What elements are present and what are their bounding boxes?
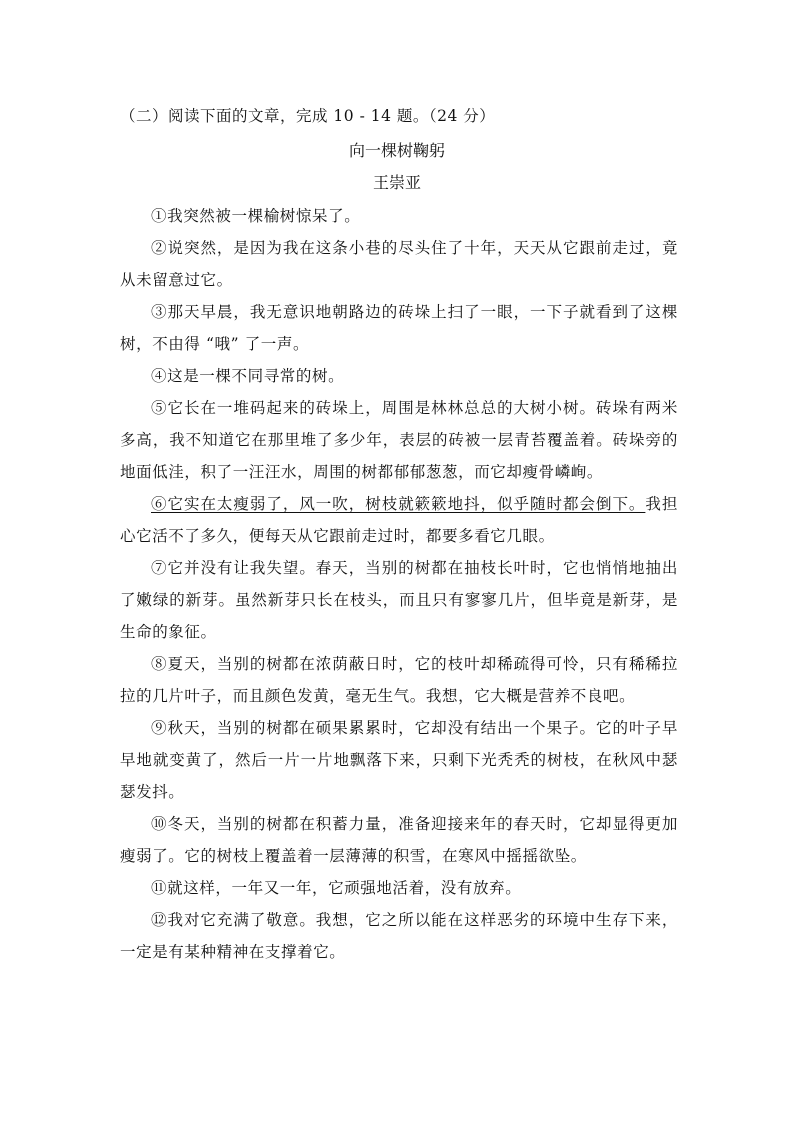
underlined-sentence: ⑥它实在太瘦弱了，风一吹，树枝就簌簌地抖，似乎随时都会倒下。 (151, 495, 646, 513)
section-heading: （二）阅读下面的文章，完成 10 - 14 题。（24 分） (120, 107, 496, 125)
paragraph-4: ④这是一棵不同寻常的树。 (151, 367, 345, 385)
paragraph-9: ⑨秋天，当别的树都在硕果累累时，它却没有结出一个果子。它的叶子早早地就变黄了，然后一片一片地飘落下来，只剩下光秃秃的树枝，在秋风中瑟瑟发抖。 (120, 719, 678, 801)
article-title: 向一棵树鞠躬 (348, 141, 445, 160)
article-body (120, 200, 678, 968)
article-author: 王崇亚 (372, 173, 421, 192)
paragraph-6-rest: 我担心它活不了多久，便每天从它跟前走过时，都要多看它几眼。 (120, 495, 678, 545)
paragraph-10: ⑩冬天，当别的树都在积蓄力量，准备迎接来年的春天时，它却显得更加瘦弱了。它的树枝上覆盖着一层薄薄的积雪，在寒风中摇摇欲坠。 (120, 815, 678, 865)
paragraph-2: ②说突然，是因为我在这条小巷的尽头住了十年，天天从它跟前走过，竟从未留意过它。 (120, 239, 678, 289)
paragraph-11: ⑪就这样，一年又一年，它顽强地活着，没有放弃。 (151, 879, 522, 897)
paragraph-6 (120, 488, 678, 552)
paragraph-1: ①我突然被一棵榆树惊呆了。 (151, 207, 361, 225)
paragraph-8: ⑧夏天，当别的树都在浓荫蔽日时，它的枝叶却稀疏得可怜，只有稀稀拉拉的几片叶子，而且颜色发黄，毫无生气。我想，它大概是营养不良吧。 (120, 655, 678, 705)
paragraph-7: ⑦它并没有让我失望。春天，当别的树都在抽枝长叶时，它也悄悄地抽出了嫩绿的新芽。虽然新芽只长在枝头，而且只有寥寥几片，但毕竟是新芽，是生命的象征。 (120, 559, 678, 641)
paragraph-5: ⑤它长在一堆码起来的砖垛上，周围是林林总总的大树小树。砖垛有两米多高，我不知道它在那里堆了多少年，表层的砖被一层青苔覆盖着。砖垛旁的地面低洼，积了一汪汪水，周围的树都郁郁葱葱，而它却瘦骨嶙峋。 (120, 399, 678, 481)
paragraph-3: ③那天早晨，我无意识地朝路边的砖垛上扫了一眼，一下子就看到了这棵树，不由得 “哦” 了一声。 (120, 303, 678, 353)
paragraph-12: ⑫我对它充满了敬意。我想，它之所以能在这样恶劣的环境中生存下来，一定是有某种精神在支撑着它。 (120, 911, 678, 961)
